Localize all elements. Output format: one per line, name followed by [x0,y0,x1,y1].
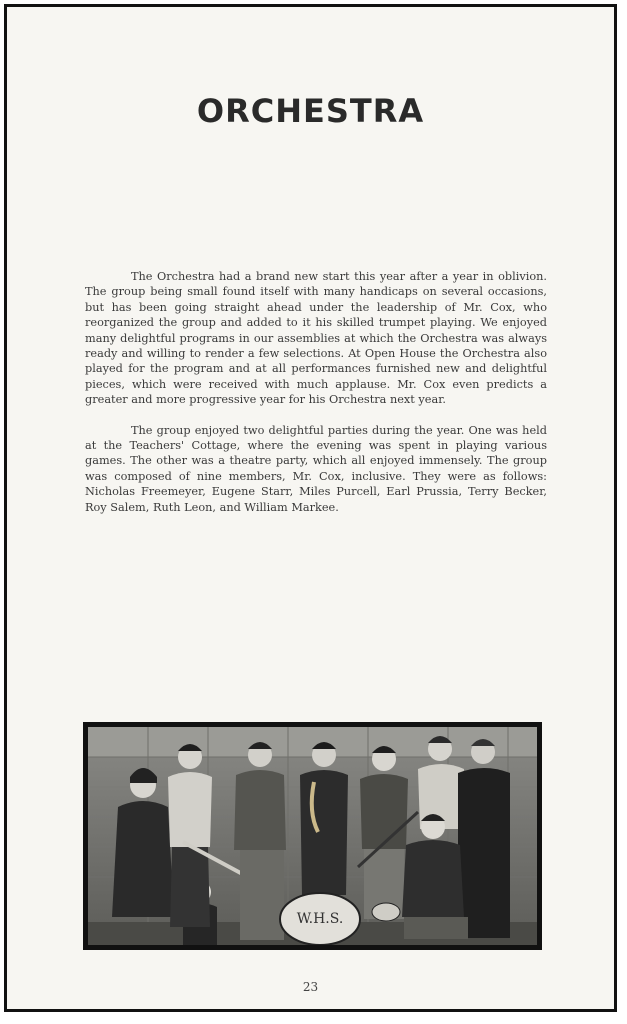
page-title: ORCHESTRA [196,92,425,130]
paragraph-2: The group enjoyed two delightful parties during the year. One was held at the Teachers' Cottage, where the evening was spent in playing various games. The other was a theatre party, which all enjoyed immensely. The group was composed of nine members, Mr. Cox, inclusive. They were as follows: Nicholas Freemeyer, Eugene Starr, Miles Purcell, Earl Prussia, Terry Becker, Roy Salem, Ruth Leon, and William Markee. [85,423,547,514]
group-photograph [88,727,537,945]
article-body [85,269,547,530]
yearbook-page [4,4,617,1012]
orchestra-photo [83,722,542,950]
page-number: 23 [302,980,319,994]
drum-lettering: W.H.S. [296,911,344,927]
paragraph-1: The Orchestra had a brand new start this year after a year in oblivion. The group being small found itself with many handicaps on several occasions, but has been going straight ahead under the leadership of Mr. Cox, who reorganized the group and added to it his skilled trumpet playing. We enjoyed many delightful programs in our assemblies at which the Orchestra was always ready and willing to render a few selections. At Open House the Orchestra also played for the program and at all performances furnished new and delightful pieces, which were received with much applause. Mr. Cox even predicts a greater and more progressive year for his Orchestra next year. [85,270,547,407]
